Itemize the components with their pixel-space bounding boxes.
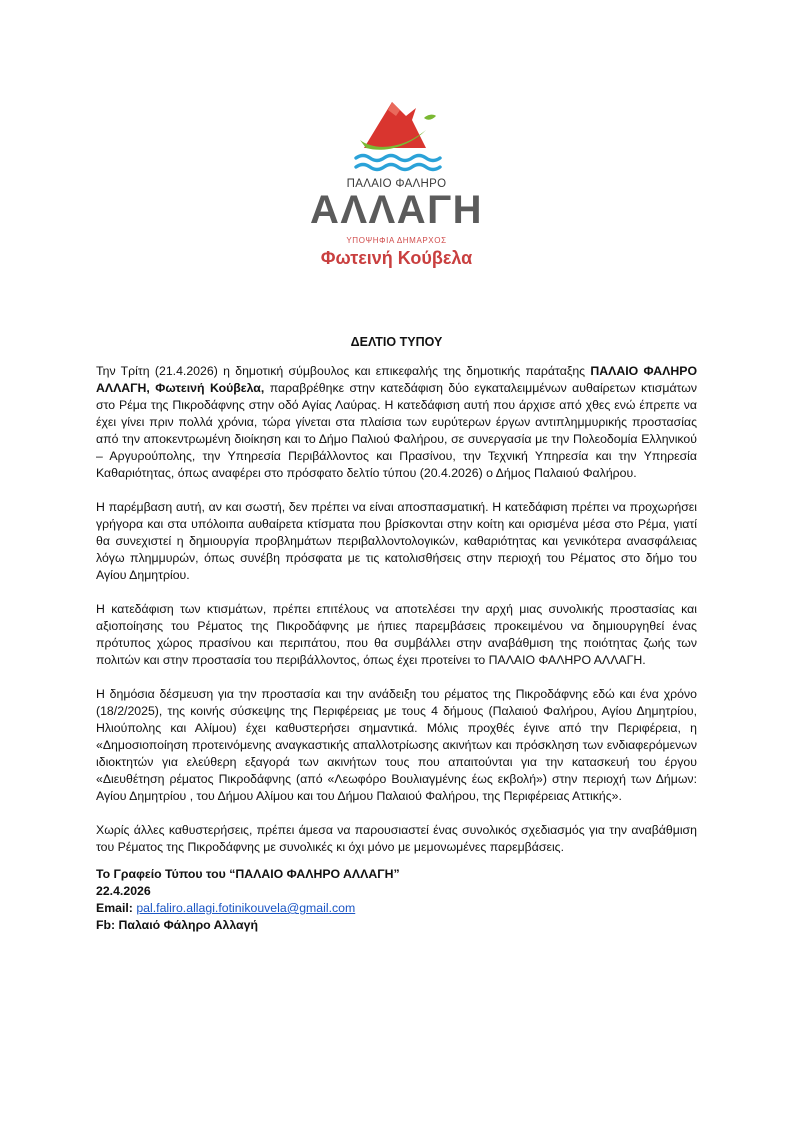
signature-facebook: Fb: Παλαιό Φάληρο Αλλαγή	[96, 918, 258, 932]
logo-person-name: Φωτεινή Κούβελα	[320, 248, 473, 268]
press-release-body	[96, 334, 697, 934]
paragraph-1-intro: Την Τρίτη (21.4.2026) η δημοτική σύμβουλος και επικεφαλής της δημοτικής παράταξης	[96, 364, 591, 378]
signature-email-row	[96, 900, 697, 917]
logo-emblem-icon	[342, 96, 452, 176]
logo-party-name: ΑΛΛΑΓΗ	[309, 188, 484, 232]
logo-area-name: ΠΑΛΑΙΟ ΦΑΛΗΡΟ	[346, 178, 447, 190]
paragraph-4: Η δημόσια δέσμευση για την προστασία και την ανάδειξη του ρέματος της Πικροδάφνης εδώ και ένα χρόνο (18/2/2025), της κοινής σύσκεψης της Περιφέρειας με τους 4 δήμους (Παλαιού Φαλήρου, Αγίου Δημητρίου, Ηλιούπολης και Αλίμου) έχει καθυστερήσει σημαντικά. Μόλις προχθές έγινε από την Περιφέρεια, η «Δημοσιοποίηση προτεινόμενης αναγκαστικής απαλλοτρίωσης ακινήτων και πρόσκληση των ενδιαφερόμενων ιδιοκτητών για ελεύθερη εξαγορά των ακινήτων τους που απαιτούνται για την κατασκευή του έργου «Διευθέτηση ρέματος Πικροδάφνης (από «Λεωφόρο Βουλιαγμένης έως εκβολή») στην περιοχή των Δήμων: Αγίου Δημητρίου , του Δήμου Αλίμου και του Δήμου Παλαιού Φαλήρου, της Περιφέρειας Αττικής».	[96, 687, 697, 803]
email-link[interactable]: pal.faliro.allagi.fotinikouvela@gmail.com	[136, 901, 356, 915]
signature-date: 22.4.2026	[96, 884, 151, 898]
paragraph-1-rest: παραβρέθηκε στην κατεδάφιση δύο εγκαταλειμμένων αυθαίρετων κτισμάτων στο Ρέμα της Πικροδάφνης στην οδό Αγίας Λαύρας. Η κατεδάφιση αυτή που άρχισε από χθες ενώ έπρεπε να έχει γίνει πριν πολλά χρόνια, τώρα γίνεται στα πλαίσια των ευρύτερων έργων αντιπλημμυρικής προστασίας από την αποκεντρωμένη διοίκηση και το Δήμο Παλιού Φαλήρου, σε συνεργασία με την Πολεοδομία Ελληνικού – Αργυρούπολης, την Υπηρεσία Περιβάλλοντος και Πρασίνου, την Τεχνική Υπηρεσία και την Υπηρεσία Καθαριότητας, όπως αναφέρει στο πρόσφατο δελτίο τύπου (20.4.2026) ο Δήμος Παλαιού Φαλήρου.	[96, 381, 697, 480]
paragraph-3: Η κατεδάφιση των κτισμάτων, πρέπει επιτέλους να αποτελέσει την αρχή μιας συνολικής προστασίας και αξιοποίησης του Ρέματος της Πικροδάφνης με ήπιες παρεμβάσεις προκειμένου να δημιουργηθεί ένας πρότυπος χώρος πρασίνου και περιπάτου, που θα συμβάλλει στην αναβάθμιση της ποιότητας ζωής των πολιτών και στην προστασία του περιβάλλοντος, όπως έχει προτείνει το ΠΑΛΑΙΟ ΦΑΛΗΡΟ ΑΛΛΑΓΗ.	[96, 602, 697, 667]
paragraph-2: Η παρέμβαση αυτή, αν και σωστή, δεν πρέπει να είναι αποσπασματική. Η κατεδάφιση πρέπει να προχωρήσει γρήγορα και στα υπόλοιπα αυθαίρετα κτίσματα που βρίσκονται στην κοίτη και ορισμένα μέσα στο Ρέμα, γιατί θα συνεχιστεί η δημιουργία προβλημάτων περιβαλλοντολογικών, καθαριότητας και γενικότερα ανασφάλειας λόγω πλημμυρών, όπως συνέβη πρόσφατα με τις κατολισθήσεις στην περιοχή του Ρέματος στο δήμο του Αγίου Δημητρίου.	[96, 500, 697, 582]
paragraph-1-bold: ΠΑΛΑΙΟ ΦΑΛΗΡΟ ΑΛΛΑΓΗ, Φωτεινή Κούβελα,	[96, 364, 698, 395]
logo-role: ΥΠΟΨΗΦΙΑ ΔΗΜΑΡΧΟΣ	[346, 236, 447, 245]
signature-office: Το Γραφείο Τύπου του “ΠΑΛΑΙΟ ΦΑΛΗΡΟ ΑΛΛΑΓΗ”	[96, 867, 400, 881]
email-label: Email:	[96, 901, 133, 915]
campaign-logo	[0, 96, 793, 286]
page-title: ΔΕΛΤΙΟ ΤΥΠΟΥ	[350, 335, 443, 349]
paragraph-1	[96, 363, 697, 482]
paragraph-5: Χωρίς άλλες καθυστερήσεις, πρέπει άμεσα να παρουσιαστεί ένας συνολικός σχεδιασμός για την αναβάθμιση του Ρέματος της Πικροδάφνης με συνολικές κι όχι μόνο με μεμονωμένες παρεμβάσεις.	[96, 823, 697, 854]
